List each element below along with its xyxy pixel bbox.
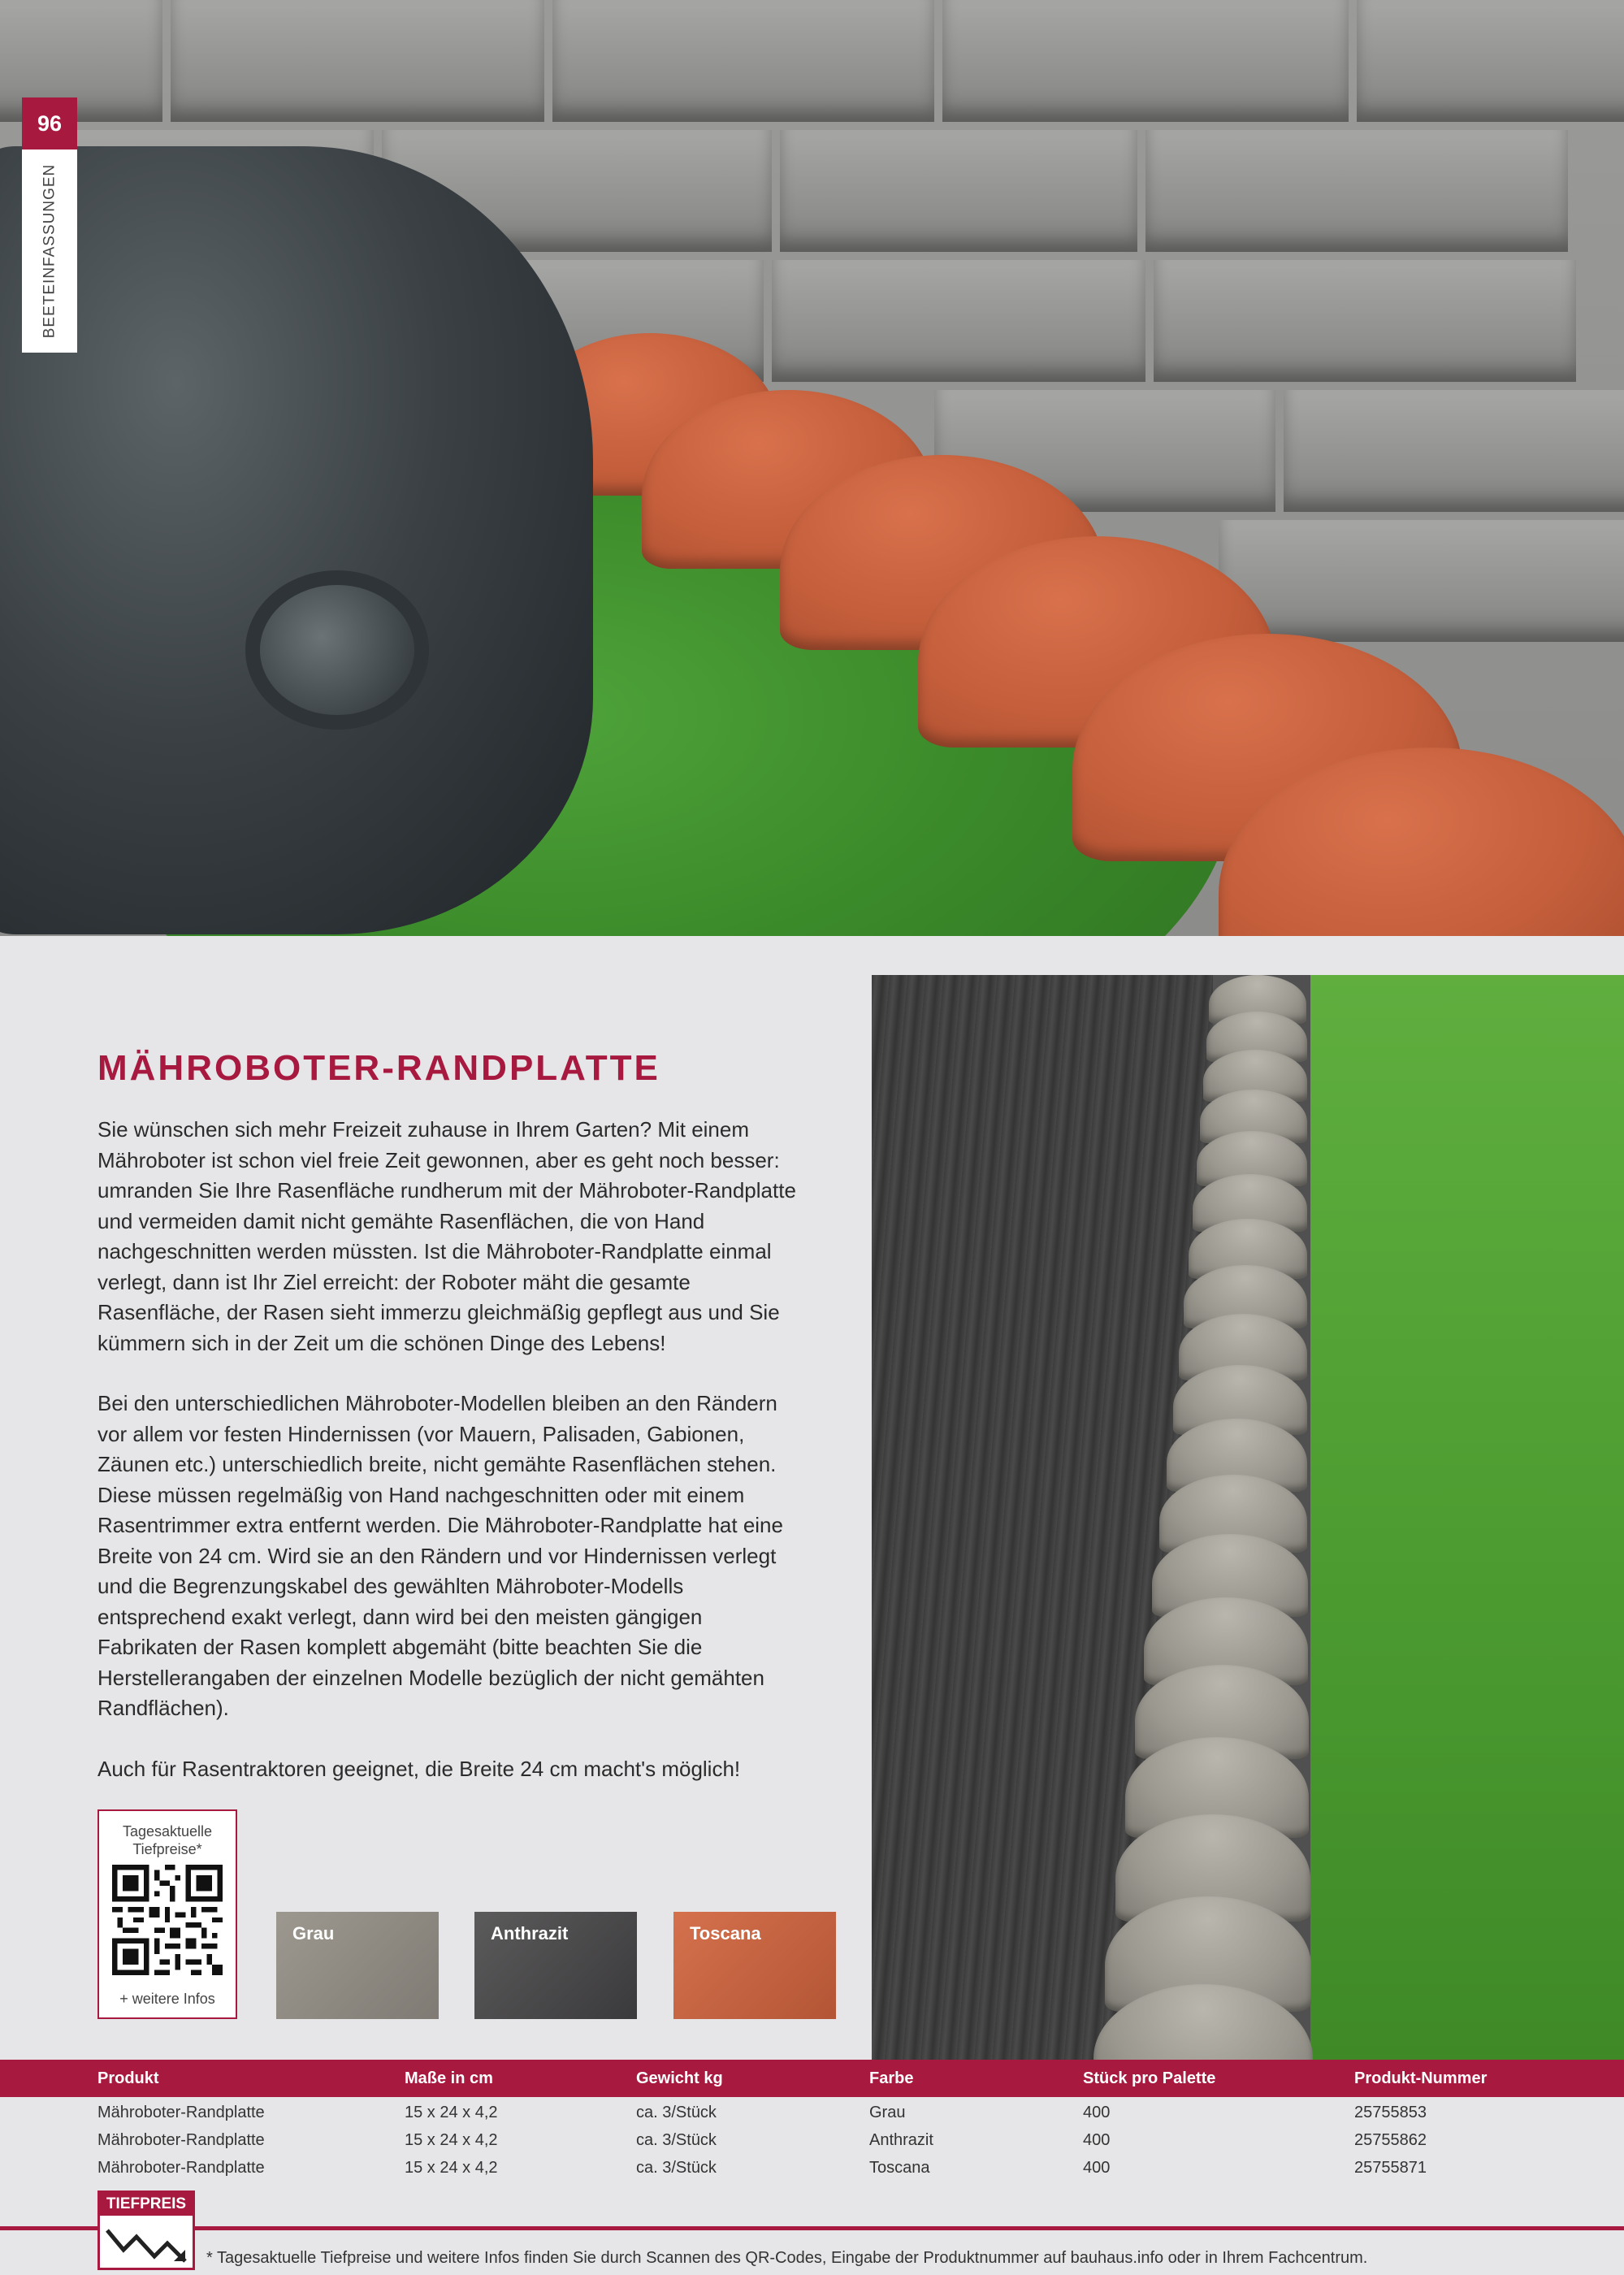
cell: Anthrazit (869, 2131, 933, 2149)
swatch-anthrazit (474, 1912, 637, 2019)
qr-top-label: Tagesaktuelle Tiefpreise* (122, 1823, 213, 1857)
tiefpreis-badge (97, 2190, 195, 2270)
cell: ca. 3/Stück (636, 2104, 717, 2121)
product-table (0, 2060, 1624, 2180)
article-title: MÄHROBOTER-RANDPLATTE (97, 1048, 660, 1088)
col-header: Gewicht kg (636, 2069, 723, 2087)
article-body (97, 1115, 804, 1814)
robot-mower (0, 146, 593, 934)
hero-photo (0, 0, 1624, 936)
qr-bottom-label: + weitere Infos (119, 1991, 215, 2007)
cell: ca. 3/Stück (636, 2131, 717, 2149)
cell: 400 (1083, 2104, 1111, 2121)
swatch-toscana (673, 1912, 836, 2019)
footer-divider (0, 2226, 1624, 2230)
swatch-grau (276, 1912, 439, 2019)
badge-label: TIEFPREIS (100, 2193, 193, 2216)
cell: 25755853 (1354, 2104, 1427, 2121)
swatch-label: Toscana (690, 1923, 761, 1944)
paragraph-1: Sie wünschen sich mehr Freizeit zuhause in Ihrem Garten? Mit einem Mähroboter ist schon viel freie Zeit gewonnen, aber es geht noch besser: umranden Sie Ihre Rasenfläche rundherum mit der Mähroboter-Randplatte und vermeiden damit nicht gemähte Rasenflächen, die von Hand nachgeschnitten werden müssten. Ist die Mähroboter-Randplatte einmal verlegt, dann ist Ihr Ziel erreicht: der Roboter mäht die gesamte Rasenfläche, der Rasen sieht immerzu gleichmäßig gepflegt aus und Sie kümmern sich in der Zeit um die schönen Dinge des Lebens! (97, 1117, 796, 1355)
col-header: Produkt (97, 2069, 159, 2087)
price-drop-icon (104, 2219, 188, 2266)
cell: 25755871 (1354, 2159, 1427, 2177)
cell: Mähroboter-Randplatte (97, 2131, 265, 2149)
swatch-label: Anthrazit (491, 1923, 569, 1944)
cell: 15 x 24 x 4,2 (405, 2104, 498, 2121)
cell: Mähroboter-Randplatte (97, 2159, 265, 2177)
section-tab (22, 150, 77, 353)
cell: Toscana (869, 2159, 930, 2177)
page-number: 96 (22, 98, 77, 150)
table-row (0, 2152, 1624, 2180)
cell: Grau (869, 2104, 906, 2121)
footnote: * Tagesaktuelle Tiefpreise und weitere Infos finden Sie durch Scannen des QR-Codes, Eingabe der Produktnummer auf bauhaus.info oder in Ihrem Fachcentrum. (206, 2249, 1368, 2267)
col-header: Maße in cm (405, 2069, 493, 2087)
table-row (0, 2125, 1624, 2152)
table-header (0, 2060, 1624, 2097)
cell: ca. 3/Stück (636, 2159, 717, 2177)
swatch-label: Grau (292, 1923, 335, 1944)
cell: 25755862 (1354, 2131, 1427, 2149)
col-header: Produkt-Nummer (1354, 2069, 1488, 2087)
product-photo (872, 975, 1624, 2060)
cell: Mähroboter-Randplatte (97, 2104, 265, 2121)
qr-code-icon[interactable] (112, 1865, 223, 1975)
table-row (0, 2097, 1624, 2125)
cell: 15 x 24 x 4,2 (405, 2159, 498, 2177)
cell: 400 (1083, 2159, 1111, 2177)
paragraph-2: Bei den unterschiedlichen Mähroboter-Modellen bleiben an den Rändern vor allem vor festen Hindernissen (vor Mauern, Palisaden, Gabionen, Zäunen etc.) unterschiedlich breite, nicht gemähte Rasenflächen stehen. Diese müssen regelmäßig von Hand nachgeschnitten oder mit einem Rasentrimmer extra entfernt werden. Die Mähroboter-Randplatte hat eine Breite von 24 cm. Wird sie an den Rändern und vor Hindernissen verlegt und die Begrenzungskabel des gewählten Mähroboter-Modells entsprechend exakt verlegt, dann wird bei den meisten gängigen Fabrikaten der Rasen komplett abgemäht (bitte beachten Sie die Herstellerangaben der einzelnen Modelle bezüglich der nicht gemähten Randflächen). (97, 1391, 783, 1720)
section-label: BEETEINFASSUNGEN (41, 163, 58, 339)
col-header: Stück pro Palette (1083, 2069, 1216, 2087)
cell: 400 (1083, 2131, 1111, 2149)
cell: 15 x 24 x 4,2 (405, 2131, 498, 2149)
col-header: Farbe (869, 2069, 914, 2087)
qr-box[interactable] (97, 1809, 237, 2019)
paragraph-3: Auch für Rasentraktoren geeignet, die Breite 24 cm macht's möglich! (97, 1756, 741, 1781)
